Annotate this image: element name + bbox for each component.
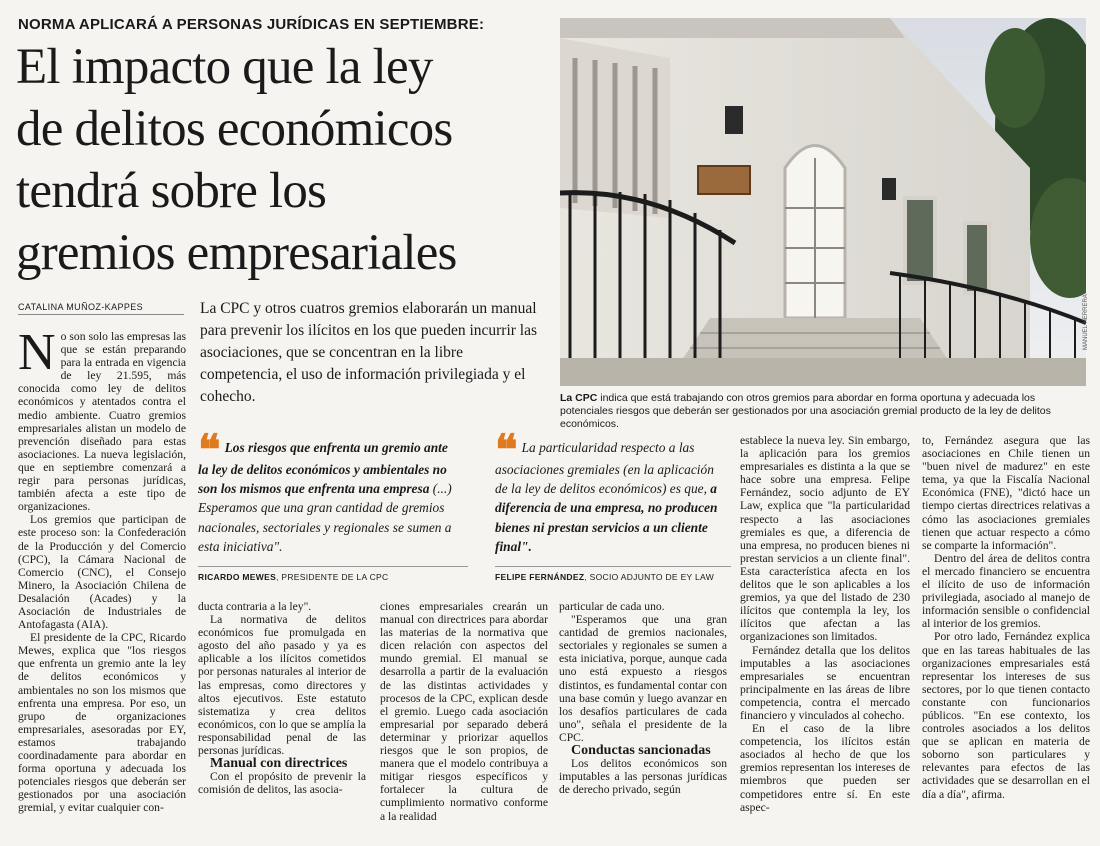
photo-caption [560,392,1090,431]
body-column-6 [922,434,1090,801]
quote2-rest: La particularidad respecto a las asociaciones gremiales (en la aplicación de la ley de delitos económicos) es que, [495,440,714,497]
body-column-4 [559,600,727,796]
paragraph: Fernández detalla que los delitos imputables a las asociaciones empresariales se encuentran principalmente en las áreas de libre competencia, contra el mercado financiero y vinculados al cohecho. [740,643,910,722]
byline-rule [18,314,184,315]
pull-quote-fernandez [495,426,727,556]
paragraph [18,324,186,514]
kicker: NORMA APLICARÁ A PERSONAS JURÍDICAS EN SEPTIEMBRE: [18,16,485,33]
paragraph: El presidente de la CPC, Ricardo Mewes, explica que "los riesgos que enfrenta un gremio ante la ley de delitos económicos y ambientales no son los mismos que enfrenta una empresa. Por eso, un grupo de organizaciones empresariales, asesoradas por EY, estamos trabajando coordinadamente para abordar en forma oportuna y adecuada los potenciales riesgos que deberán ser gestionados por una asociación gremial, y evitar cualquier con- [18,631,186,815]
paragraph: Los delitos económicos son imputables a las personas jurídicas de derecho privado, según [559,757,727,797]
body-column-1 [18,324,186,815]
caption-text: indica que está trabajando con otros gremios para abordar en forma oportuna y adecuada los potenciales riesgos que deberán ser gestionados por una asociación gremial producto de la ley de delitos económicos. [560,392,1051,430]
cpc-building-photo [560,18,1086,386]
body-column-3 [380,600,548,823]
quote1-name: RICARDO MEWES [198,572,277,582]
quote-mark-icon: ❝ [198,426,221,473]
drop-cap: N [18,324,56,381]
paragraph: "Esperamos que una gran cantidad de gremios nacionales, sectoriales y regionales se sumen a esta iniciativa, porque, aunque cada uno está expuesto a riesgos distintos, es fundamental contar con una base común y luego avanzar en los desafíos particulares de cada uno", señala el presidente de la CPC. [559,613,727,744]
paragraph-text: o son solo las empresas las que se están preparando para la entrada en vigencia de ley 21.595, más conocida como ley de delitos económicos y atentados contra el medio ambiente. Cuatro gremios empresariales alistan un modelo de prevención diseñado para estas asociaciones. La nueva legislación, que en septiembre comenzará a regir para personas jurídicas, también afecta a este tipo de organizaciones. [18,330,186,514]
body-column-2 [198,600,366,796]
quote2-attribution [495,572,714,582]
quote2-role: , SOCIO ADJUNTO DE EY LAW [584,572,715,582]
paragraph: establece la nueva ley. Sin embargo, la aplicación para los gremios empresariales es distinta a la que se hace sobre una empresa. Felipe Fernández, socio adjunto de EY Law, explica que "la particularidad respecto a las asociaciones gremiales es que, a diferencia de una empresa, no producen bienes ni prestan servicios a un cliente final". Esta característica afecta en los delitos que le son aplicables a los gremios, ya que del listado de 230 ilícitos que contempla la ley, los ilícitos que afectan a las organizaciones son limitados. [740,434,910,644]
paragraph: Por otro lado, Fernández explica que en las tareas habituales de las organizaciones empresariales está representar los intereses de sus sectores, por lo que tienen contacto constante con funcionarios públicos. "En ese contexto, los controles asociados a los delitos que se aplican en materia de soborno son particulares y relevantes para efectos de las actividades que se desarrollan en el día a día", afirma. [922,630,1090,801]
paragraph: En el caso de la libre competencia, los ilícitos están asociados al hecho de que los gremios representan los intereses de miembros que pueden ser competidores entre sí. En este aspec- [740,722,910,814]
paragraph: La normativa de delitos económicos fue promulgada en agosto del año pasado y ya es aplicable a los ilícitos cometidos por personas naturales al interior de las empresas, como directores y altos ejecutivos. Este estatuto sistematiza y crea delitos económicos, con lo que se amplía la responsabilidad penal de las personas jurídicas. [198,613,366,758]
headline-line-1: El impacto que la ley [16,39,433,95]
subhead-conductas: Conductas sancionadas [571,743,711,759]
paragraph: Los gremios que participan de este proceso son: la Confederación de la Producción y del Comercio (CPC), la Cámara Nacional de Comercio (CNC), el Consejo Minero, la Asociación Chilena de Desalación (Acades) y la Asociación de Industriales de Antofagasta (AIA). [18,513,186,632]
quote1-role: , PRESIDENTE DE LA CPC [276,572,389,582]
quote2-bold: a diferencia de una empresa, no producen bienes ni prestan servicios a un cliente final". [495,481,718,554]
quote1-bold: Los riesgos que enfrenta un gremio ante la ley de delitos económicos y ambientales no son los mismos que enfrenta una empresa [198,440,448,497]
subhead-manual: Manual con directrices [210,756,348,772]
quote2-rule [495,566,731,567]
quote1-rule [198,566,468,567]
pull-quote-mewes [198,426,458,556]
quote-mark-icon: ❝ [495,426,518,473]
headline-line-2: de delitos económicos [16,101,453,157]
paragraph: Con el propósito de prevenir la comisión de delitos, las asocia- [198,770,366,797]
caption-lead: La CPC [560,392,598,404]
headline [16,36,556,284]
paragraph: ciones empresariales crearán un manual con directrices para abordar las materias de la normativa que dicen relación con aspectos del mundo gremial. El manual se desarrolla a partir de la evaluación de las distintas actividades y procesos de la CPC, explican desde el gremio. Luego cada asociación empresarial por separado deberá determinar y priorizar aquellos riesgos que le son propios, de manera que el modelo contribuya a mitigar riesgos específicos y fortalecer la cultura de cumplimiento normativo conforme a la realidad [380,600,548,823]
headline-line-3: tendrá sobre los [16,163,327,219]
headline-line-4: gremios empresariales [16,225,457,281]
quote1-rest: (...) Esperamos que una gran cantidad de gremios nacionales, sectoriales y regionales se sumen a esta iniciativa". [198,481,452,554]
building-illustration [560,18,1086,386]
paragraph: particular de cada uno. [559,600,665,613]
quote1-attribution [198,572,388,582]
quote2-name: FELIPE FERNÁNDEZ [495,572,585,582]
body-column-5 [740,434,910,814]
lede: La CPC y otros cuatros gremios elaborarán un manual para prevenir los ilícitos en los que pueden incurrir las asociaciones, que se concentran en la libre competencia, el uso de información privilegiada y el cohecho. [200,300,538,405]
photo-credit: MANUEL HERRERA [1083,294,1089,350]
byline: CATALINA MUÑOZ-KAPPES [18,302,144,312]
paragraph: to, Fernández asegura que las asociaciones en Chile tienen un "buen nivel de madurez" en este tema, ya que la Fiscalía Nacional Económica (FNE), "dictó hace un tiempo ciertas directrices relativas a cómo las asociaciones gremiales tienen que actuar respecto a cómo se comparte la información". [922,434,1090,552]
paragraph: Dentro del área de delitos contra el mercado financiero se encuentra el ilícito de uso de información privilegiada, asociado al manejo de información sensible o confidencial al interior de los gremios. [922,551,1090,631]
paragraph: ducta contraria a la ley". [198,600,312,613]
